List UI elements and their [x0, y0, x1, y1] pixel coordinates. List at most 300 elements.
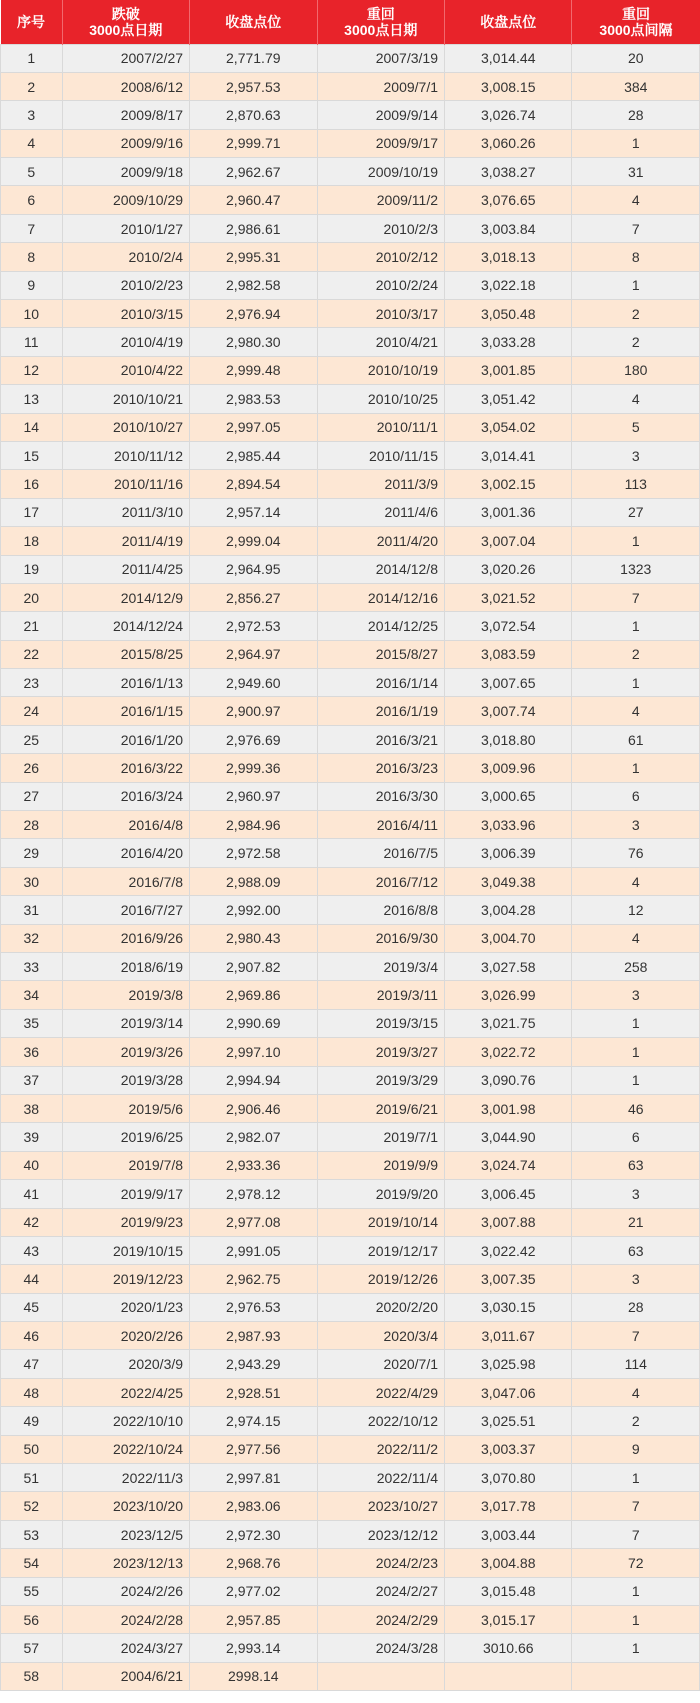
- header-label: 3000点日期: [344, 21, 418, 38]
- cell-break-date: 2009/9/16: [62, 129, 189, 157]
- cell-index: 7: [1, 214, 63, 242]
- cell-return-date: 2009/9/14: [317, 101, 444, 129]
- table-row: [1, 1094, 700, 1122]
- cell-interval: 1: [572, 669, 700, 697]
- cell-interval: 258: [572, 953, 700, 981]
- cell-break-date: 2020/2/26: [62, 1322, 189, 1350]
- table-row: [1, 72, 700, 100]
- cell-return-close: 3,007.35: [445, 1265, 572, 1293]
- table-row: [1, 640, 700, 668]
- table-row: [1, 214, 700, 242]
- cell-index: 51: [1, 1464, 63, 1492]
- cell-return-close: 3,001.85: [445, 356, 572, 384]
- cell-return-close: 3,021.75: [445, 1009, 572, 1037]
- cell-break-date: 2010/10/27: [62, 413, 189, 441]
- cell-index: 30: [1, 867, 63, 895]
- cell-index: 9: [1, 271, 63, 299]
- cell-break-date: 2018/6/19: [62, 953, 189, 981]
- cell-index: 46: [1, 1322, 63, 1350]
- cell-interval: 7: [572, 214, 700, 242]
- cell-return-date: 2019/3/4: [317, 953, 444, 981]
- cell-break-close: 2,964.97: [190, 640, 317, 668]
- cell-interval: 28: [572, 101, 700, 129]
- cell-return-close: 3,017.78: [445, 1492, 572, 1520]
- cell-return-close: 3,054.02: [445, 413, 572, 441]
- cell-return-close: 3,030.15: [445, 1293, 572, 1321]
- cell-index: 50: [1, 1435, 63, 1463]
- cell-break-date: 2010/4/19: [62, 328, 189, 356]
- cell-break-close: 2,999.48: [190, 356, 317, 384]
- cell-break-date: 2019/9/17: [62, 1180, 189, 1208]
- table-row: [1, 924, 700, 952]
- cell-index: 28: [1, 811, 63, 839]
- cell-return-close: 3,060.26: [445, 129, 572, 157]
- cell-return-date: [317, 1662, 444, 1690]
- cell-break-date: 2019/7/8: [62, 1151, 189, 1179]
- cell-break-date: 2022/10/24: [62, 1435, 189, 1463]
- cell-interval: 4: [572, 1378, 700, 1406]
- cell-return-date: 2022/10/12: [317, 1407, 444, 1435]
- cell-index: 15: [1, 441, 63, 469]
- cell-break-close: 2,907.82: [190, 953, 317, 981]
- table-body: [1, 44, 700, 1691]
- cell-interval: 7: [572, 1322, 700, 1350]
- table-row: [1, 1605, 700, 1633]
- cell-break-close: 2,900.97: [190, 697, 317, 725]
- cell-index: 12: [1, 356, 63, 384]
- table-row: [1, 1378, 700, 1406]
- cell-return-date: 2016/1/19: [317, 697, 444, 725]
- cell-break-date: 2010/2/4: [62, 243, 189, 271]
- cell-return-close: 3,004.70: [445, 924, 572, 952]
- cell-index: 58: [1, 1662, 63, 1690]
- cell-interval: 7: [572, 1492, 700, 1520]
- cell-index: 21: [1, 612, 63, 640]
- cell-interval: 7: [572, 583, 700, 611]
- cell-return-close: 3010.66: [445, 1634, 572, 1662]
- cell-return-close: 3,006.45: [445, 1180, 572, 1208]
- cell-index: 56: [1, 1605, 63, 1633]
- cell-interval: 1: [572, 1009, 700, 1037]
- cell-index: 44: [1, 1265, 63, 1293]
- cell-return-close: 3,003.84: [445, 214, 572, 242]
- table-row: [1, 669, 700, 697]
- cell-break-date: 2010/2/23: [62, 271, 189, 299]
- cell-index: 29: [1, 839, 63, 867]
- table-row: [1, 1322, 700, 1350]
- table-row: [1, 555, 700, 583]
- cell-interval: 61: [572, 725, 700, 753]
- cell-index: 40: [1, 1151, 63, 1179]
- cell-interval: 9: [572, 1435, 700, 1463]
- cell-break-close: 2,995.31: [190, 243, 317, 271]
- cell-return-date: 2016/4/11: [317, 811, 444, 839]
- cell-break-close: 2,977.02: [190, 1577, 317, 1605]
- cell-break-close: 2,997.10: [190, 1038, 317, 1066]
- cell-break-close: 2,997.81: [190, 1464, 317, 1492]
- cell-break-close: 2,943.29: [190, 1350, 317, 1378]
- cell-break-close: 2,976.94: [190, 300, 317, 328]
- table-row: [1, 129, 700, 157]
- cell-return-date: 2014/12/25: [317, 612, 444, 640]
- table-row: [1, 839, 700, 867]
- cell-break-close: 2,949.60: [190, 669, 317, 697]
- cell-break-date: 2019/3/14: [62, 1009, 189, 1037]
- cell-return-date: 2019/3/15: [317, 1009, 444, 1037]
- table-row: [1, 1236, 700, 1264]
- cell-return-date: 2020/2/20: [317, 1293, 444, 1321]
- cell-break-date: 2024/3/27: [62, 1634, 189, 1662]
- cell-interval: 7: [572, 1520, 700, 1548]
- cell-interval: 20: [572, 44, 700, 72]
- table-row: [1, 1520, 700, 1548]
- table-row: [1, 158, 700, 186]
- table-row: [1, 385, 700, 413]
- cell-interval: 3: [572, 981, 700, 1009]
- cell-index: 22: [1, 640, 63, 668]
- table-row: [1, 328, 700, 356]
- cell-return-close: 3,022.72: [445, 1038, 572, 1066]
- cell-break-date: 2010/4/22: [62, 356, 189, 384]
- table-row: [1, 1662, 700, 1690]
- cell-return-date: 2019/12/26: [317, 1265, 444, 1293]
- cell-return-close: 3,007.04: [445, 527, 572, 555]
- cell-return-date: 2019/12/17: [317, 1236, 444, 1264]
- cell-break-date: 2010/3/15: [62, 300, 189, 328]
- cell-interval: 180: [572, 356, 700, 384]
- table-row: [1, 725, 700, 753]
- cell-index: 38: [1, 1094, 63, 1122]
- header-row: [1, 0, 700, 44]
- cell-break-date: 2008/6/12: [62, 72, 189, 100]
- cell-return-close: 3,004.28: [445, 896, 572, 924]
- cell-break-date: 2009/9/18: [62, 158, 189, 186]
- cell-interval: 1: [572, 1464, 700, 1492]
- table-row: [1, 271, 700, 299]
- cell-return-close: 3,000.65: [445, 782, 572, 810]
- cell-break-date: 2016/4/20: [62, 839, 189, 867]
- cell-interval: [572, 1662, 700, 1690]
- cell-index: 39: [1, 1123, 63, 1151]
- cell-return-close: 3,051.42: [445, 385, 572, 413]
- cell-break-date: 2022/11/3: [62, 1464, 189, 1492]
- cell-return-date: 2014/12/8: [317, 555, 444, 583]
- cell-interval: 8: [572, 243, 700, 271]
- cell-interval: 114: [572, 1350, 700, 1378]
- cell-return-date: 2014/12/16: [317, 583, 444, 611]
- cell-interval: 12: [572, 896, 700, 924]
- cell-interval: 1: [572, 1605, 700, 1633]
- cell-index: 1: [1, 44, 63, 72]
- cell-break-date: 2007/2/27: [62, 44, 189, 72]
- cell-break-date: 2019/5/6: [62, 1094, 189, 1122]
- cell-break-close: 2,957.53: [190, 72, 317, 100]
- cell-break-close: 2,972.53: [190, 612, 317, 640]
- table-row: [1, 583, 700, 611]
- cell-break-close: 2,977.56: [190, 1435, 317, 1463]
- cell-interval: 63: [572, 1236, 700, 1264]
- cell-return-date: 2011/3/9: [317, 470, 444, 498]
- cell-break-date: 2010/11/12: [62, 441, 189, 469]
- cell-interval: 4: [572, 186, 700, 214]
- cell-return-date: 2016/8/8: [317, 896, 444, 924]
- cell-interval: 4: [572, 697, 700, 725]
- cell-return-close: 3,011.67: [445, 1322, 572, 1350]
- cell-break-close: 2,993.14: [190, 1634, 317, 1662]
- header-label: 跌破: [111, 5, 140, 22]
- header-return-close: [445, 0, 572, 44]
- cell-return-close: 3,024.74: [445, 1151, 572, 1179]
- cell-break-date: 2010/1/27: [62, 214, 189, 242]
- cell-break-date: 2022/10/10: [62, 1407, 189, 1435]
- cell-break-date: 2019/6/25: [62, 1123, 189, 1151]
- table-row: [1, 754, 700, 782]
- cell-break-date: 2019/10/15: [62, 1236, 189, 1264]
- cell-interval: 6: [572, 1123, 700, 1151]
- cell-break-close: 2,856.27: [190, 583, 317, 611]
- cell-break-date: 2011/3/10: [62, 498, 189, 526]
- cell-return-date: 2010/2/24: [317, 271, 444, 299]
- cell-return-date: 2010/2/3: [317, 214, 444, 242]
- cell-break-date: 2023/12/5: [62, 1520, 189, 1548]
- cell-return-date: 2020/3/4: [317, 1322, 444, 1350]
- cell-break-close: 2,978.12: [190, 1180, 317, 1208]
- cell-break-close: 2,972.58: [190, 839, 317, 867]
- cell-interval: 4: [572, 924, 700, 952]
- cell-index: 45: [1, 1293, 63, 1321]
- table-row: [1, 1293, 700, 1321]
- header-break-date: [62, 0, 189, 44]
- cell-index: 52: [1, 1492, 63, 1520]
- cell-return-date: 2022/11/2: [317, 1435, 444, 1463]
- cell-return-date: 2009/9/17: [317, 129, 444, 157]
- cell-interval: 1323: [572, 555, 700, 583]
- cell-break-close: 2,870.63: [190, 101, 317, 129]
- cell-return-date: 2022/4/29: [317, 1378, 444, 1406]
- table-row: [1, 186, 700, 214]
- table-row: [1, 1407, 700, 1435]
- cell-index: 13: [1, 385, 63, 413]
- header-label: 重回: [621, 5, 650, 22]
- cell-interval: 3: [572, 441, 700, 469]
- cell-break-close: 2,894.54: [190, 470, 317, 498]
- cell-index: 54: [1, 1549, 63, 1577]
- cell-break-close: 2,968.76: [190, 1549, 317, 1577]
- cell-break-close: 2,983.53: [190, 385, 317, 413]
- cell-break-date: 2023/12/13: [62, 1549, 189, 1577]
- cell-index: 43: [1, 1236, 63, 1264]
- cell-return-date: 2010/2/12: [317, 243, 444, 271]
- cell-break-date: 2019/12/23: [62, 1265, 189, 1293]
- header-return-date: [317, 0, 444, 44]
- cell-interval: 72: [572, 1549, 700, 1577]
- cell-interval: 4: [572, 867, 700, 895]
- table-row: [1, 697, 700, 725]
- cell-return-close: 3,001.98: [445, 1094, 572, 1122]
- cell-return-date: 2016/7/12: [317, 867, 444, 895]
- cell-index: 41: [1, 1180, 63, 1208]
- table-row: [1, 1009, 700, 1037]
- cell-interval: 2: [572, 640, 700, 668]
- cell-return-date: 2016/1/14: [317, 669, 444, 697]
- cell-break-close: 2,976.69: [190, 725, 317, 753]
- cell-return-close: 3,038.27: [445, 158, 572, 186]
- cell-return-close: 3,009.96: [445, 754, 572, 782]
- cell-interval: 27: [572, 498, 700, 526]
- cell-break-close: 2,771.79: [190, 44, 317, 72]
- cell-break-date: 2016/4/8: [62, 811, 189, 839]
- cell-break-close: 2,999.71: [190, 129, 317, 157]
- cell-break-close: 2,976.53: [190, 1293, 317, 1321]
- table-row: [1, 1549, 700, 1577]
- cell-index: 3: [1, 101, 63, 129]
- table-row: [1, 44, 700, 72]
- cell-break-close: 2998.14: [190, 1662, 317, 1690]
- cell-index: 8: [1, 243, 63, 271]
- cell-return-date: 2019/9/20: [317, 1180, 444, 1208]
- cell-index: 42: [1, 1208, 63, 1236]
- cell-return-date: 2016/3/30: [317, 782, 444, 810]
- cell-return-close: 3,047.06: [445, 1378, 572, 1406]
- table-header: [1, 0, 700, 44]
- cell-return-close: 3,018.13: [445, 243, 572, 271]
- cell-return-close: 3,006.39: [445, 839, 572, 867]
- cell-break-date: 2020/1/23: [62, 1293, 189, 1321]
- cell-break-close: 2,985.44: [190, 441, 317, 469]
- table-row: [1, 101, 700, 129]
- cell-interval: 21: [572, 1208, 700, 1236]
- cell-return-close: 3,014.41: [445, 441, 572, 469]
- cell-index: 48: [1, 1378, 63, 1406]
- cell-index: 6: [1, 186, 63, 214]
- cell-break-close: 2,972.30: [190, 1520, 317, 1548]
- cell-return-close: 3,026.99: [445, 981, 572, 1009]
- cell-return-close: 3,007.74: [445, 697, 572, 725]
- cell-break-close: 2,988.09: [190, 867, 317, 895]
- cell-return-close: 3,008.15: [445, 72, 572, 100]
- cell-break-close: 2,960.97: [190, 782, 317, 810]
- table-row: [1, 896, 700, 924]
- cell-index: 36: [1, 1038, 63, 1066]
- cell-index: 5: [1, 158, 63, 186]
- cell-break-date: 2016/1/13: [62, 669, 189, 697]
- cell-interval: 1: [572, 1634, 700, 1662]
- cell-break-close: 2,969.86: [190, 981, 317, 1009]
- cell-break-close: 2,933.36: [190, 1151, 317, 1179]
- cell-index: 32: [1, 924, 63, 952]
- cell-return-close: 3,018.80: [445, 725, 572, 753]
- header-label: 收盘点位: [480, 13, 537, 30]
- cell-return-date: 2011/4/6: [317, 498, 444, 526]
- cell-index: 2: [1, 72, 63, 100]
- cell-break-date: 2010/10/21: [62, 385, 189, 413]
- cell-break-date: 2016/1/15: [62, 697, 189, 725]
- cell-return-close: 3,044.90: [445, 1123, 572, 1151]
- cell-break-close: 2,964.95: [190, 555, 317, 583]
- cell-index: 14: [1, 413, 63, 441]
- cell-index: 31: [1, 896, 63, 924]
- cell-break-close: 2,987.93: [190, 1322, 317, 1350]
- cell-return-close: 3,004.88: [445, 1549, 572, 1577]
- cell-return-close: 3,049.38: [445, 867, 572, 895]
- table-row: [1, 1350, 700, 1378]
- cell-return-close: 3,072.54: [445, 612, 572, 640]
- cell-return-date: 2010/11/15: [317, 441, 444, 469]
- table-row: [1, 1208, 700, 1236]
- cell-break-close: 2,994.94: [190, 1066, 317, 1094]
- cell-return-close: 3,021.52: [445, 583, 572, 611]
- cell-break-close: 2,974.15: [190, 1407, 317, 1435]
- cell-return-date: 2016/7/5: [317, 839, 444, 867]
- cell-return-date: 2016/3/21: [317, 725, 444, 753]
- cell-return-close: 3,076.65: [445, 186, 572, 214]
- cell-break-date: 2004/6/21: [62, 1662, 189, 1690]
- cell-interval: 1: [572, 1577, 700, 1605]
- cell-return-close: 3,033.96: [445, 811, 572, 839]
- header-label: 序号: [17, 13, 46, 30]
- table-row: [1, 527, 700, 555]
- cell-break-date: 2019/3/26: [62, 1038, 189, 1066]
- cell-break-close: 2,957.14: [190, 498, 317, 526]
- cell-return-close: 3,050.48: [445, 300, 572, 328]
- cell-break-close: 2,962.75: [190, 1265, 317, 1293]
- cell-return-date: 2019/10/14: [317, 1208, 444, 1236]
- cell-index: 19: [1, 555, 63, 583]
- cell-break-date: 2015/8/25: [62, 640, 189, 668]
- header-index: [1, 0, 63, 44]
- cell-index: 27: [1, 782, 63, 810]
- cell-return-close: 3,090.76: [445, 1066, 572, 1094]
- cell-return-date: 2019/7/1: [317, 1123, 444, 1151]
- cell-index: 25: [1, 725, 63, 753]
- cell-interval: 1: [572, 271, 700, 299]
- cell-return-close: 3,003.44: [445, 1520, 572, 1548]
- cell-break-date: 2024/2/28: [62, 1605, 189, 1633]
- cell-index: 37: [1, 1066, 63, 1094]
- cell-break-date: 2022/4/25: [62, 1378, 189, 1406]
- cell-index: 53: [1, 1520, 63, 1548]
- cell-break-date: 2010/11/16: [62, 470, 189, 498]
- cell-return-date: 2011/4/20: [317, 527, 444, 555]
- table-row: [1, 498, 700, 526]
- cell-break-close: 2,992.00: [190, 896, 317, 924]
- cell-return-date: 2015/8/27: [317, 640, 444, 668]
- cell-return-date: 2009/11/2: [317, 186, 444, 214]
- cell-break-date: 2011/4/19: [62, 527, 189, 555]
- cell-return-close: 3,083.59: [445, 640, 572, 668]
- table-row: [1, 1634, 700, 1662]
- cell-break-close: 2,990.69: [190, 1009, 317, 1037]
- cell-index: 47: [1, 1350, 63, 1378]
- cell-index: 18: [1, 527, 63, 555]
- cell-break-close: 2,906.46: [190, 1094, 317, 1122]
- cell-break-date: 2016/3/22: [62, 754, 189, 782]
- cell-return-close: 3,025.98: [445, 1350, 572, 1378]
- table-row: [1, 413, 700, 441]
- cell-interval: 6: [572, 782, 700, 810]
- cell-index: 35: [1, 1009, 63, 1037]
- table-row: [1, 782, 700, 810]
- cell-index: 33: [1, 953, 63, 981]
- cell-interval: 5: [572, 413, 700, 441]
- cell-interval: 63: [572, 1151, 700, 1179]
- cell-break-close: 2,977.08: [190, 1208, 317, 1236]
- cell-return-close: 3,026.74: [445, 101, 572, 129]
- cell-break-date: 2016/3/24: [62, 782, 189, 810]
- cell-interval: 46: [572, 1094, 700, 1122]
- cell-return-date: 2024/3/28: [317, 1634, 444, 1662]
- header-label: 重回: [366, 5, 395, 22]
